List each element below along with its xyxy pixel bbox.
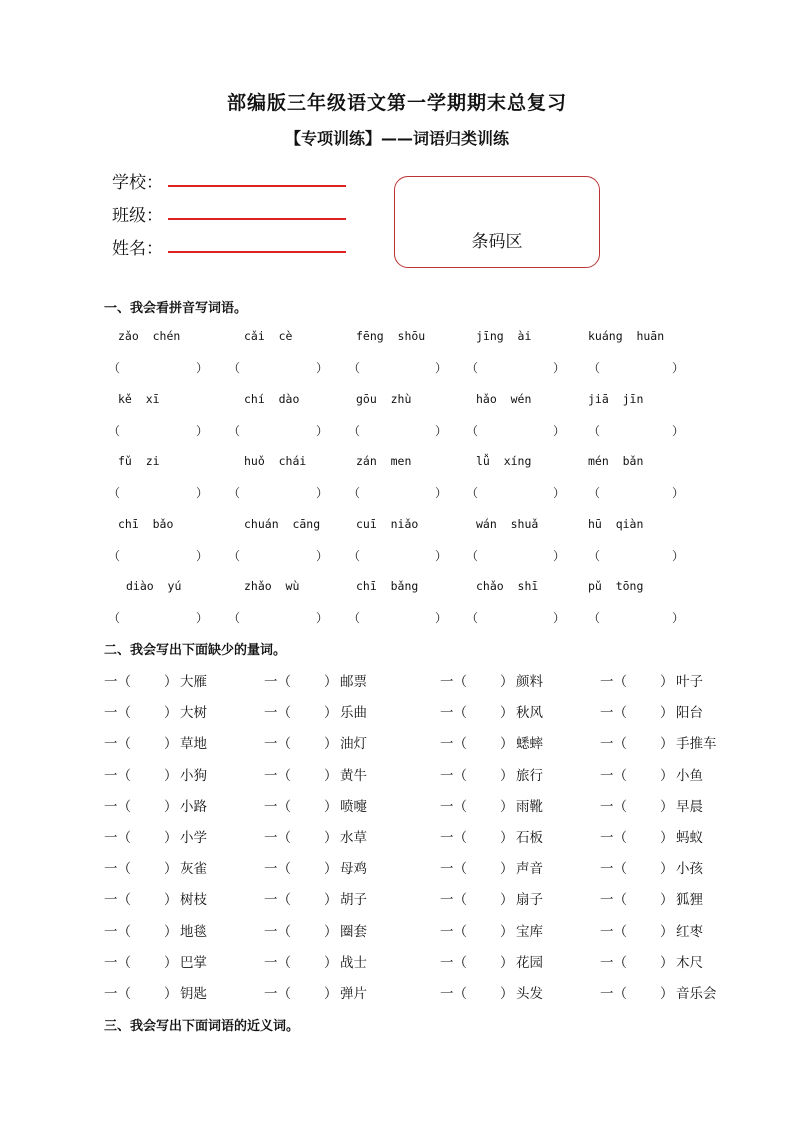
answer-paren-open: （ bbox=[108, 549, 121, 563]
measure-close: ） bbox=[324, 892, 338, 908]
answer-paren-close: ） bbox=[196, 424, 209, 438]
measure-noun: 扇子 bbox=[516, 892, 543, 908]
measure-noun: 圈套 bbox=[340, 924, 367, 940]
measure-prefix: 一（ bbox=[264, 955, 291, 971]
measure-noun: 大树 bbox=[180, 705, 207, 721]
answer-paren-open: （ bbox=[466, 361, 479, 375]
measure-close: ） bbox=[500, 799, 514, 815]
answer-paren-close: ） bbox=[672, 424, 685, 438]
measure-prefix: 一（ bbox=[264, 736, 291, 752]
measure-close: ） bbox=[500, 955, 514, 971]
measure-close: ） bbox=[500, 768, 514, 784]
page-title: 部编版三年级语文第一学期期末总复习 bbox=[226, 92, 567, 114]
answer-paren-open: （ bbox=[228, 549, 241, 563]
measure-noun: 巴掌 bbox=[180, 955, 207, 971]
pinyin-prompt: fǔ zi bbox=[118, 454, 160, 468]
measure-prefix: 一（ bbox=[264, 799, 291, 815]
section1-heading: 一、我会看拼音写词语。 bbox=[104, 301, 248, 316]
pinyin-prompt: chī bǎo bbox=[118, 517, 174, 531]
answer-paren-close: ） bbox=[316, 361, 329, 375]
answer-paren-close: ） bbox=[435, 611, 448, 625]
answer-paren-open: （ bbox=[228, 611, 241, 625]
measure-close: ） bbox=[324, 986, 338, 1002]
measure-close: ） bbox=[164, 830, 178, 846]
measure-close: ） bbox=[164, 861, 178, 877]
measure-noun: 颜料 bbox=[516, 674, 543, 690]
answer-paren-open: （ bbox=[588, 611, 601, 625]
measure-noun: 狐狸 bbox=[676, 892, 703, 908]
measure-prefix: 一（ bbox=[440, 955, 467, 971]
measure-prefix: 一（ bbox=[264, 924, 291, 940]
measure-prefix: 一（ bbox=[104, 768, 131, 784]
answer-paren-open: （ bbox=[348, 486, 361, 500]
measure-prefix: 一（ bbox=[440, 768, 467, 784]
measure-close: ） bbox=[660, 768, 674, 784]
pinyin-prompt: chī bǎng bbox=[356, 579, 419, 593]
answer-paren-close: ） bbox=[316, 424, 329, 438]
answer-paren-close: ） bbox=[672, 549, 685, 563]
measure-close: ） bbox=[324, 955, 338, 971]
measure-prefix: 一（ bbox=[264, 768, 291, 784]
measure-prefix: 一（ bbox=[104, 705, 131, 721]
pinyin-prompt: diào yú bbox=[126, 579, 182, 593]
measure-prefix: 一（ bbox=[600, 892, 627, 908]
measure-prefix: 一（ bbox=[440, 924, 467, 940]
answer-paren-open: （ bbox=[348, 361, 361, 375]
measure-noun: 阳台 bbox=[676, 705, 703, 721]
answer-paren-close: ） bbox=[672, 486, 685, 500]
measure-close: ） bbox=[500, 674, 514, 690]
measure-prefix: 一（ bbox=[104, 955, 131, 971]
measure-prefix: 一（ bbox=[264, 830, 291, 846]
measure-close: ） bbox=[660, 736, 674, 752]
measure-close: ） bbox=[660, 799, 674, 815]
measure-close: ） bbox=[660, 705, 674, 721]
pinyin-prompt: zǎo chén bbox=[118, 329, 181, 343]
measure-noun: 灰雀 bbox=[180, 861, 207, 877]
answer-paren-close: ） bbox=[196, 361, 209, 375]
measure-close: ） bbox=[164, 924, 178, 940]
measure-close: ） bbox=[500, 892, 514, 908]
measure-noun: 小狗 bbox=[180, 768, 207, 784]
measure-prefix: 一（ bbox=[264, 674, 291, 690]
answer-paren-open: （ bbox=[466, 486, 479, 500]
measure-close: ） bbox=[324, 768, 338, 784]
answer-paren-open: （ bbox=[466, 424, 479, 438]
measure-noun: 地毯 bbox=[180, 924, 207, 940]
measure-prefix: 一（ bbox=[600, 705, 627, 721]
pinyin-prompt: pǔ tōng bbox=[588, 579, 644, 593]
measure-prefix: 一（ bbox=[104, 924, 131, 940]
measure-close: ） bbox=[660, 986, 674, 1002]
measure-prefix: 一（ bbox=[440, 705, 467, 721]
school-label: 学校： bbox=[112, 173, 163, 193]
answer-paren-open: （ bbox=[108, 486, 121, 500]
measure-close: ） bbox=[660, 674, 674, 690]
measure-prefix: 一（ bbox=[600, 986, 627, 1002]
measure-noun: 音乐会 bbox=[676, 986, 717, 1002]
answer-paren-close: ） bbox=[196, 486, 209, 500]
measure-close: ） bbox=[500, 986, 514, 1002]
measure-noun: 乐曲 bbox=[340, 705, 367, 721]
answer-paren-open: （ bbox=[348, 611, 361, 625]
answer-paren-close: ） bbox=[553, 549, 566, 563]
measure-prefix: 一（ bbox=[440, 892, 467, 908]
measure-noun: 钥匙 bbox=[180, 986, 207, 1002]
pinyin-prompt: mén bǎn bbox=[588, 454, 644, 468]
answer-paren-open: （ bbox=[348, 549, 361, 563]
pinyin-prompt: kuáng huān bbox=[588, 329, 665, 343]
class-label: 班级： bbox=[112, 206, 163, 226]
measure-prefix: 一（ bbox=[440, 861, 467, 877]
measure-close: ） bbox=[164, 799, 178, 815]
pinyin-prompt: zhǎo wù bbox=[244, 579, 300, 593]
measure-prefix: 一（ bbox=[104, 830, 131, 846]
answer-paren-close: ） bbox=[435, 549, 448, 563]
measure-prefix: 一（ bbox=[264, 705, 291, 721]
measure-noun: 石板 bbox=[516, 830, 543, 846]
pinyin-prompt: hū qiàn bbox=[588, 517, 644, 531]
measure-prefix: 一（ bbox=[264, 986, 291, 1002]
measure-noun: 喷嚏 bbox=[340, 799, 367, 815]
measure-noun: 小孩 bbox=[676, 861, 703, 877]
measure-prefix: 一（ bbox=[600, 955, 627, 971]
answer-paren-open: （ bbox=[466, 611, 479, 625]
measure-noun: 小鱼 bbox=[676, 768, 703, 784]
answer-paren-open: （ bbox=[228, 424, 241, 438]
pinyin-prompt: chǎo shī bbox=[476, 579, 539, 593]
measure-close: ） bbox=[500, 736, 514, 752]
measure-noun: 小学 bbox=[180, 830, 207, 846]
measure-noun: 胡子 bbox=[340, 892, 367, 908]
measure-noun: 红枣 bbox=[676, 924, 703, 940]
answer-paren-open: （ bbox=[348, 424, 361, 438]
measure-close: ） bbox=[500, 924, 514, 940]
measure-noun: 油灯 bbox=[340, 736, 367, 752]
pinyin-prompt: zán men bbox=[356, 454, 412, 468]
measure-noun: 手推车 bbox=[676, 736, 717, 752]
pinyin-prompt: chí dào bbox=[244, 392, 300, 406]
measure-prefix: 一（ bbox=[264, 861, 291, 877]
measure-close: ） bbox=[164, 955, 178, 971]
measure-prefix: 一（ bbox=[600, 830, 627, 846]
answer-paren-open: （ bbox=[588, 424, 601, 438]
measure-noun: 旅行 bbox=[516, 768, 543, 784]
answer-paren-close: ） bbox=[672, 361, 685, 375]
measure-noun: 声音 bbox=[516, 861, 543, 877]
measure-noun: 黄牛 bbox=[340, 768, 367, 784]
answer-paren-close: ） bbox=[316, 549, 329, 563]
answer-paren-close: ） bbox=[316, 486, 329, 500]
measure-noun: 蚂蚁 bbox=[676, 830, 703, 846]
pinyin-prompt: huǒ chái bbox=[244, 454, 307, 468]
measure-prefix: 一（ bbox=[600, 768, 627, 784]
page-subtitle: 【专项训练】——词语归类训练 bbox=[284, 129, 509, 148]
answer-paren-open: （ bbox=[108, 424, 121, 438]
pinyin-prompt: wán shuǎ bbox=[476, 517, 539, 531]
measure-close: ） bbox=[164, 892, 178, 908]
answer-paren-open: （ bbox=[228, 361, 241, 375]
measure-close: ） bbox=[660, 955, 674, 971]
measure-prefix: 一（ bbox=[600, 924, 627, 940]
measure-close: ） bbox=[500, 705, 514, 721]
measure-prefix: 一（ bbox=[104, 892, 131, 908]
section2-heading: 二、我会写出下面缺少的量词。 bbox=[104, 643, 287, 658]
measure-noun: 花园 bbox=[516, 955, 543, 971]
measure-noun: 叶子 bbox=[676, 674, 703, 690]
measure-noun: 秋风 bbox=[516, 705, 543, 721]
measure-close: ） bbox=[164, 705, 178, 721]
answer-paren-close: ） bbox=[435, 361, 448, 375]
pinyin-prompt: fēng shōu bbox=[356, 329, 426, 343]
measure-noun: 宝库 bbox=[516, 924, 543, 940]
measure-noun: 蟋蟀 bbox=[516, 736, 543, 752]
answer-paren-open: （ bbox=[108, 361, 121, 375]
measure-close: ） bbox=[660, 892, 674, 908]
answer-paren-open: （ bbox=[588, 549, 601, 563]
measure-noun: 小路 bbox=[180, 799, 207, 815]
measure-close: ） bbox=[324, 736, 338, 752]
measure-noun: 战士 bbox=[340, 955, 367, 971]
pinyin-prompt: cǎi cè bbox=[244, 329, 293, 343]
measure-prefix: 一（ bbox=[104, 736, 131, 752]
measure-close: ） bbox=[660, 861, 674, 877]
answer-paren-open: （ bbox=[228, 486, 241, 500]
measure-close: ） bbox=[164, 674, 178, 690]
pinyin-prompt: kě xī bbox=[118, 392, 160, 406]
measure-prefix: 一（ bbox=[440, 736, 467, 752]
measure-prefix: 一（ bbox=[104, 799, 131, 815]
answer-paren-close: ） bbox=[553, 486, 566, 500]
pinyin-prompt: lǚ xíng bbox=[476, 454, 532, 468]
measure-prefix: 一（ bbox=[440, 799, 467, 815]
measure-close: ） bbox=[324, 799, 338, 815]
pinyin-prompt: hǎo wén bbox=[476, 392, 532, 406]
answer-paren-open: （ bbox=[466, 549, 479, 563]
pinyin-prompt: chuán cāng bbox=[244, 517, 321, 531]
measure-prefix: 一（ bbox=[600, 674, 627, 690]
measure-noun: 大雁 bbox=[180, 674, 207, 690]
measure-close: ） bbox=[500, 830, 514, 846]
answer-paren-close: ） bbox=[672, 611, 685, 625]
answer-paren-open: （ bbox=[588, 486, 601, 500]
answer-paren-close: ） bbox=[435, 424, 448, 438]
name-label: 姓名： bbox=[112, 239, 163, 259]
measure-close: ） bbox=[164, 768, 178, 784]
measure-close: ） bbox=[164, 986, 178, 1002]
measure-prefix: 一（ bbox=[440, 674, 467, 690]
measure-prefix: 一（ bbox=[440, 986, 467, 1002]
measure-prefix: 一（ bbox=[104, 861, 131, 877]
measure-close: ） bbox=[324, 924, 338, 940]
measure-prefix: 一（ bbox=[600, 736, 627, 752]
measure-close: ） bbox=[500, 861, 514, 877]
measure-noun: 树枝 bbox=[180, 892, 207, 908]
answer-paren-open: （ bbox=[108, 611, 121, 625]
measure-close: ） bbox=[324, 705, 338, 721]
measure-prefix: 一（ bbox=[600, 799, 627, 815]
answer-paren-close: ） bbox=[316, 611, 329, 625]
class-line bbox=[168, 218, 346, 220]
answer-paren-close: ） bbox=[196, 611, 209, 625]
measure-prefix: 一（ bbox=[440, 830, 467, 846]
measure-noun: 早晨 bbox=[676, 799, 703, 815]
measure-close: ） bbox=[324, 830, 338, 846]
measure-close: ） bbox=[324, 861, 338, 877]
section3-heading: 三、我会写出下面词语的近义词。 bbox=[104, 1019, 300, 1034]
measure-noun: 母鸡 bbox=[340, 861, 367, 877]
measure-noun: 邮票 bbox=[340, 674, 367, 690]
answer-paren-close: ） bbox=[553, 424, 566, 438]
measure-close: ） bbox=[660, 924, 674, 940]
measure-noun: 头发 bbox=[516, 986, 543, 1002]
name-line bbox=[168, 251, 346, 253]
measure-noun: 雨靴 bbox=[516, 799, 543, 815]
pinyin-prompt: jiā jīn bbox=[588, 392, 644, 406]
measure-prefix: 一（ bbox=[264, 892, 291, 908]
measure-noun: 草地 bbox=[180, 736, 207, 752]
measure-close: ） bbox=[164, 736, 178, 752]
answer-paren-close: ） bbox=[196, 549, 209, 563]
measure-prefix: 一（ bbox=[104, 986, 131, 1002]
answer-paren-close: ） bbox=[553, 611, 566, 625]
barcode-area bbox=[394, 176, 600, 268]
measure-prefix: 一（ bbox=[600, 861, 627, 877]
measure-noun: 木尺 bbox=[676, 955, 703, 971]
answer-paren-close: ） bbox=[553, 361, 566, 375]
pinyin-prompt: gōu zhù bbox=[356, 392, 412, 406]
measure-noun: 弹片 bbox=[340, 986, 367, 1002]
pinyin-prompt: jīng ài bbox=[476, 329, 532, 343]
answer-paren-close: ） bbox=[435, 486, 448, 500]
answer-paren-open: （ bbox=[588, 361, 601, 375]
measure-prefix: 一（ bbox=[104, 674, 131, 690]
measure-close: ） bbox=[324, 674, 338, 690]
barcode-label: 条码区 bbox=[471, 232, 523, 252]
school-line bbox=[168, 185, 346, 187]
measure-noun: 水草 bbox=[340, 830, 367, 846]
measure-close: ） bbox=[660, 830, 674, 846]
pinyin-prompt: cuī niǎo bbox=[356, 517, 419, 531]
